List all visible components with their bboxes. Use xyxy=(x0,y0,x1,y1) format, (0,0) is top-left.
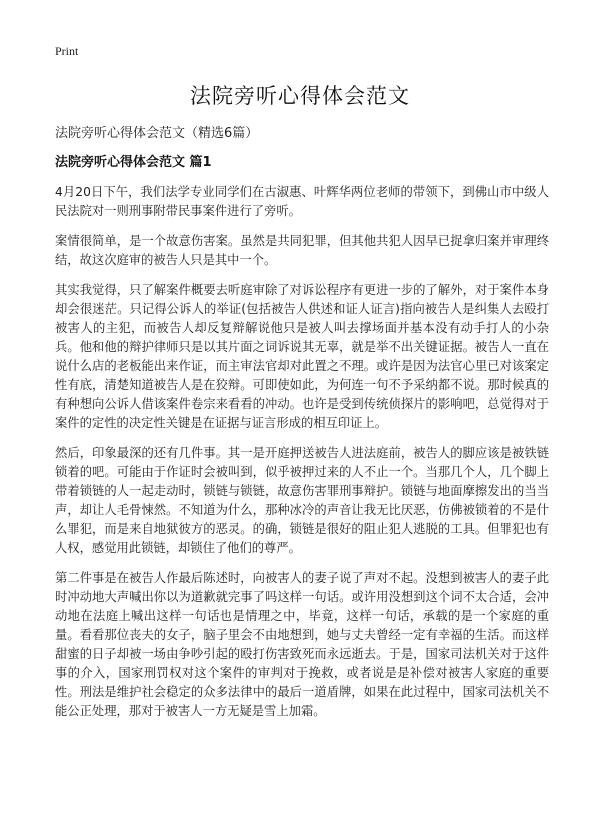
paragraph: 4月20日下午，我们法学专业同学们在古淑惠、叶辉华两位老师的带领下，到佛山市中级人民法院对一则刑事附带民事案件进行了旁听。 xyxy=(55,185,549,218)
paragraph: 然后，印象最深的还有几件事。其一是开庭押送被告人进法庭前，被告人的脚应该是被铁链锁着的吧。可能由于作证时会被叫到，似乎被押过来的人不止一个。当那几个人，几个脚上带着锁链的人一起走动时，锁链与锁链，故意伤害罪刑事辩护。锁链与地面摩擦发出的当当声，却让人毛骨悚然。不知道为什么，那种冰冷的声音让我无比厌恶，仿佛被锁着的不是什么罪犯，而是来自地狱彼方的恶灵。的确，锁链是很好的阻止犯人逃脱的工具。但罪犯也有人权，感觉用此锁链，却锁住了他们的尊严。 xyxy=(55,446,549,555)
section-heading: 法院旁听心得体会范文 篇1 xyxy=(55,155,212,170)
document-subtitle: 法院旁听心得体会范文（精选6篇） xyxy=(55,126,259,141)
paragraph: 案情很简单，是一个故意伤害案。虽然是共同犯罪，但其他共犯人因早已捉拿归案并审理终结，故这次庭审的被告人只是其中一个。 xyxy=(55,234,549,267)
document-body xyxy=(55,183,549,732)
paragraph: 其实我觉得，只了解案件概要去听庭审除了对诉讼程序有更进一步的了解外，对于案件本身却会很迷茫。只记得公诉人的举证(包括被告人供述和证人证言)指向被告人是纠集人去殴打被害人的主犯，而被告人却反复辩解说他只是被人叫去撑场面并基本没有动手打人的小杂兵。他和他的辩护律师只是以其片面之词诉说其无辜，就是举不出关键证据。被告人一直在说什么店的老板能出来作证，而主审法官却对此置之不理。或许是因为法官心里已对该案定性有底，清楚知道被告人是在狡辩。可即使如此，为何连一句不予采纳都不说。那时候真的有种想向公诉人借该案件卷宗来看看的冲动。也许是受到传统侦探片的影响吧，总觉得对于案件的定性的决定性关键是在证据与证言形成的相互印证上。 xyxy=(55,283,549,430)
document-title: 法院旁听心得体会范文 xyxy=(190,84,410,108)
print-label: Print xyxy=(55,44,79,58)
paragraph: 第二件事是在被告人作最后陈述时，向被害人的妻子说了声对不起。没想到被害人的妻子此时冲动地大声喊出你以为道歉就完事了吗这样一句话。或许用没想到这个词不太合适，会冲动地在法庭上喊出这样一句话也是情理之中，毕竟，这样一句话，承载的是一个家庭的重量。看看那位丧夫的女子，脑子里会不由地想到，她与丈夫曾经一定有幸福的生活。而这样甜蜜的日子却被一场由争吵引起的殴打伤害致死而永远逝去。于是，国家司法机关对于这件事的介入，国家刑罚权对这个案件的审判对于挽救，或者说是是补偿对被害人家庭的重要性。刑法是维护社会稳定的众多法律中的最后一道盾牌，如果在此过程中，国家司法机关不能公正处理，那对于被害人一方无疑是雪上加霜。 xyxy=(55,571,549,718)
